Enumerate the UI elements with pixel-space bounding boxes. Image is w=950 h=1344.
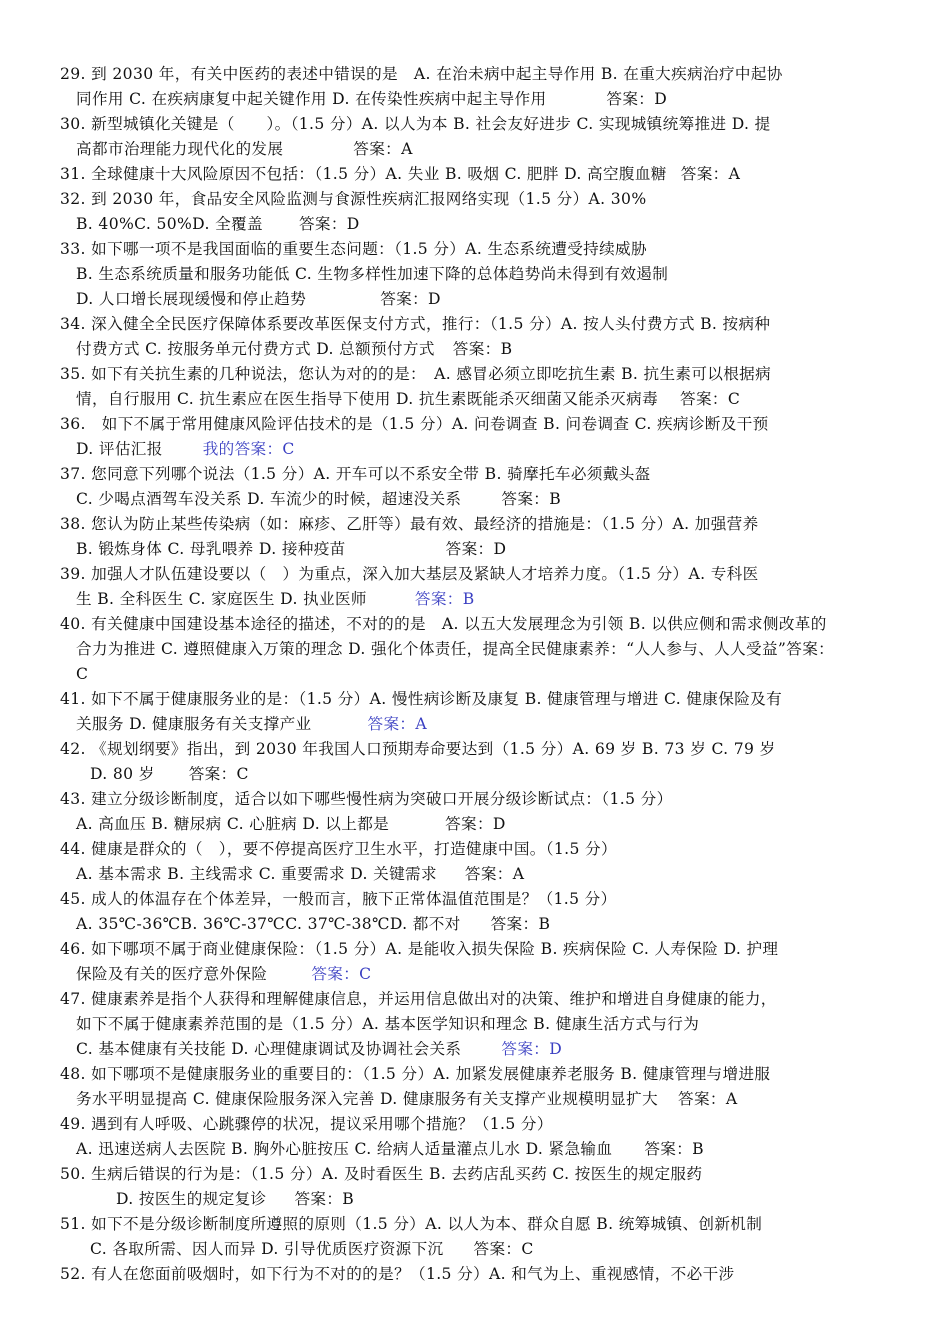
q52-line-1: 52. 有人在您面前吸烟时，如下行为不对的的是？（1.5 分）A. 和气为上、重视感情，不必干涉 (60, 1265, 735, 1283)
q50-line-2: D. 按医生的规定复诊 答案：B (116, 1190, 355, 1208)
q38-line-2: B. 锻炼身体 C. 母乳喂养 D. 接种疫苗 答案：D (76, 540, 507, 558)
q34-line-1: 34. 深入健全全民医疗保障体系要改革医保支付方式，推行：（1.5 分）A. 按人头付费方式 B. 按病种 (60, 315, 771, 333)
q35-line-1: 35. 如下有关抗生素的几种说法，您认为对的的是： A. 感冒必须立即吃抗生素 B. 抗生素可以根据病 (60, 365, 772, 383)
q40-line-3: C (76, 665, 89, 683)
q34-answer: 答案：B (452, 340, 513, 358)
q30-answer: 答案：A (353, 140, 413, 158)
q49-answer: 答案：B (644, 1140, 704, 1158)
q33-answer: 答案：D (380, 290, 441, 308)
q42-line-2: D. 80 岁 答案：C (90, 765, 249, 783)
q45-line-2: A. 35℃-36℃B. 36℃-37℃C. 37℃-38℃D. 都不对 答案：B (76, 915, 551, 933)
q37-answer: 答案：B (501, 490, 562, 508)
q43-line-2: A. 高血压 B. 糖尿病 C. 心脏病 D. 以上都是 答案：D (76, 815, 506, 833)
q40-line-2: 合力为推进 C. 遵照健康入万策的理念 D. 强化个体责任，提高全民健康素养：“人人参与、人人受益”答案： (76, 640, 835, 658)
q31-line-1: 31. 全球健康十大风险原因不包括：（1.5 分）A. 失业 B. 吸烟 C. 肥胖 D. 高空腹血糖 答案：A (60, 165, 741, 183)
q33-line-1: 33. 如下哪一项不是我国面临的重要生态问题：（1.5 分）A. 生态系统遭受持续威胁 (60, 240, 647, 258)
q36-answer: 我的答案：C (202, 440, 295, 458)
q44-line-1: 44. 健康是群众的（ ），要不停提高医疗卫生水平，打造健康中国。（1.5 分） (60, 840, 617, 858)
q41-answer: 答案：A (367, 715, 427, 733)
q36-line-2: D. 评估汇报 我的答案：C (76, 440, 295, 458)
q37-line-2: C. 少喝点酒驾车没关系 D. 车流少的时候，超速没关系 答案：B (76, 490, 562, 508)
q37-line-1: 37. 您同意下列哪个说法（1.5 分）A. 开车可以不系安全带 B. 骑摩托车必须戴头盔 (60, 465, 651, 483)
q51-line-1: 51. 如下不是分级诊断制度所遵照的原则（1.5 分）A. 以人为本、群众自愿 B. 统筹城镇、创新机制 (60, 1215, 763, 1233)
q42-answer: 答案：C (188, 765, 249, 783)
q49-line-2: A. 迅速送病人去医院 B. 胸外心脏按压 C. 给病人适量灌点儿水 D. 紧急输血 答案：B (76, 1140, 704, 1158)
q43-answer: 答案：D (445, 815, 506, 833)
q45-answer: 答案：B (490, 915, 551, 933)
q42-line-1: 42. 《规划纲要》指出，到 2030 年我国人口预期寿命要达到（1.5 分）A. 69 岁 B. 73 岁 C. 79 岁 (60, 740, 776, 758)
q35-answer: 答案：C (680, 390, 741, 408)
q47-line-1: 47. 健康素养是指个人获得和理解健康信息，并运用信息做出对的决策、维护和增进自身健康的能力， (60, 990, 777, 1008)
q31-answer: 答案：A (680, 165, 741, 183)
q33-line-3: D. 人口增长展现缓慢和停止趋势 答案：D (76, 290, 441, 308)
q29-line-2: 同作用 C. 在疾病康复中起关键作用 D. 在传染性疾病中起主导作用 答案：D (76, 90, 668, 108)
q51-line-2: C. 各取所需、因人而异 D. 引导优质医疗资源下沉 答案：C (90, 1240, 534, 1258)
q38-answer: 答案：D (445, 540, 507, 558)
q38-line-1: 38. 您认为防止某些传染病（如：麻疹、乙肝等）最有效、最经济的措施是：（1.5 分）A. 加强营养 (60, 515, 759, 533)
q44-answer: 答案：A (464, 865, 525, 883)
q48-line-1: 48. 如下哪项不是健康服务业的重要目的：（1.5 分）A. 加紧发展健康养老服务 B. 健康管理与增进服 (60, 1065, 771, 1083)
q45-line-1: 45. 成人的体温存在个体差异，一般而言，腋下正常体温值范围是？（1.5 分） (60, 890, 617, 908)
q39-line-2: 生 B. 全科医生 C. 家庭医生 D. 执业医师 答案：B (76, 590, 475, 608)
q50-answer: 答案：B (294, 1190, 355, 1208)
q35-line-2: 情，自行服用 C. 抗生素应在医生指导下使用 D. 抗生素既能杀灭细菌又能杀灭病毒 答案：C (76, 390, 741, 408)
q50-line-1: 50. 生病后错误的行为是：（1.5 分）A. 及时看医生 B. 去药店乱买药 C. 按医生的规定服药 (60, 1165, 703, 1183)
q47-line-3: C. 基本健康有关技能 D. 心理健康调试及协调社会关系 答案：D (76, 1040, 563, 1058)
q40-line-1: 40. 有关健康中国建设基本途径的描述，不对的的是 A. 以五大发展理念为引领 B. 以供应侧和需求侧改革的 (60, 615, 827, 633)
q41-line-2: 关服务 D. 健康服务有关支撑产业 答案：A (76, 715, 427, 733)
q32-line-2: B. 40%C. 50%D. 全覆盖 答案：D (76, 215, 360, 233)
q51-answer: 答案：C (473, 1240, 534, 1258)
q46-line-2: 保险及有关的医疗意外保险 答案：C (76, 965, 372, 983)
q30-line-2: 高都市治理能力现代化的发展 答案：A (76, 140, 413, 158)
q49-line-1: 49. 遇到有人呼吸、心跳骤停的状况，提议采用哪个措施？（1.5 分） (60, 1115, 553, 1133)
q47-line-2: 如下不属于健康素养范围的是（1.5 分）A. 基本医学知识和理念 B. 健康生活方式与行为 (76, 1015, 700, 1033)
q48-line-2: 务水平明显提高 C. 健康保险服务深入完善 D. 健康服务有关支撑产业规模明显扩大 答案：A (76, 1090, 738, 1108)
q32-line-1: 32. 到 2030 年，食品安全风险监测与食源性疾病汇报网络实现（1.5 分）A. 30% (60, 190, 647, 208)
q29-line-1: 29. 到 2030 年，有关中医药的表述中错误的是 A. 在治未病中起主导作用 B. 在重大疾病治疗中起协 (60, 65, 783, 83)
q41-line-1: 41. 如下不属于健康服务业的是：（1.5 分）A. 慢性病诊断及康复 B. 健康管理与增进 C. 健康保险及有 (60, 690, 783, 708)
q39-answer: 答案：B (414, 590, 475, 608)
q46-line-1: 46. 如下哪项不属于商业健康保险：（1.5 分）A. 是能收入损失保险 B. 疾病保险 C. 人寿保险 D. 护理 (60, 940, 779, 958)
q46-answer: 答案：C (311, 965, 372, 983)
q32-answer: 答案：D (298, 215, 360, 233)
q47-answer: 答案：D (501, 1040, 563, 1058)
q43-line-1: 43. 建立分级诊断制度，适合以如下哪些慢性病为突破口开展分级诊断试点：（1.5 分） (60, 790, 673, 808)
q36-line-1: 36. 如下不属于常用健康风险评估技术的是（1.5 分）A. 问卷调查 B. 问卷调查 C. 疾病诊断及干预 (60, 415, 769, 433)
q33-line-2: B. 生态系统质量和服务功能低 C. 生物多样性加速下降的总体趋势尚未得到有效遏制 (76, 265, 669, 283)
q39-line-1: 39. 加强人才队伍建设要以（ ）为重点，深入加大基层及紧缺人才培养力度。（1.5 分）A. 专科医 (60, 565, 759, 583)
q34-line-2: 付费方式 C. 按服务单元付费方式 D. 总额预付方式 答案：B (76, 340, 513, 358)
q30-line-1: 30. 新型城镇化关键是（ ）。（1.5 分）A. 以人为本 B. 社会友好进步 C. 实现城镇统筹推进 D. 提 (60, 115, 771, 133)
q29-answer: 答案：D (606, 90, 668, 108)
q44-line-2: A. 基本需求 B. 主线需求 C. 重要需求 D. 关键需求 答案：A (76, 865, 525, 883)
q48-answer: 答案：A (678, 1090, 738, 1108)
